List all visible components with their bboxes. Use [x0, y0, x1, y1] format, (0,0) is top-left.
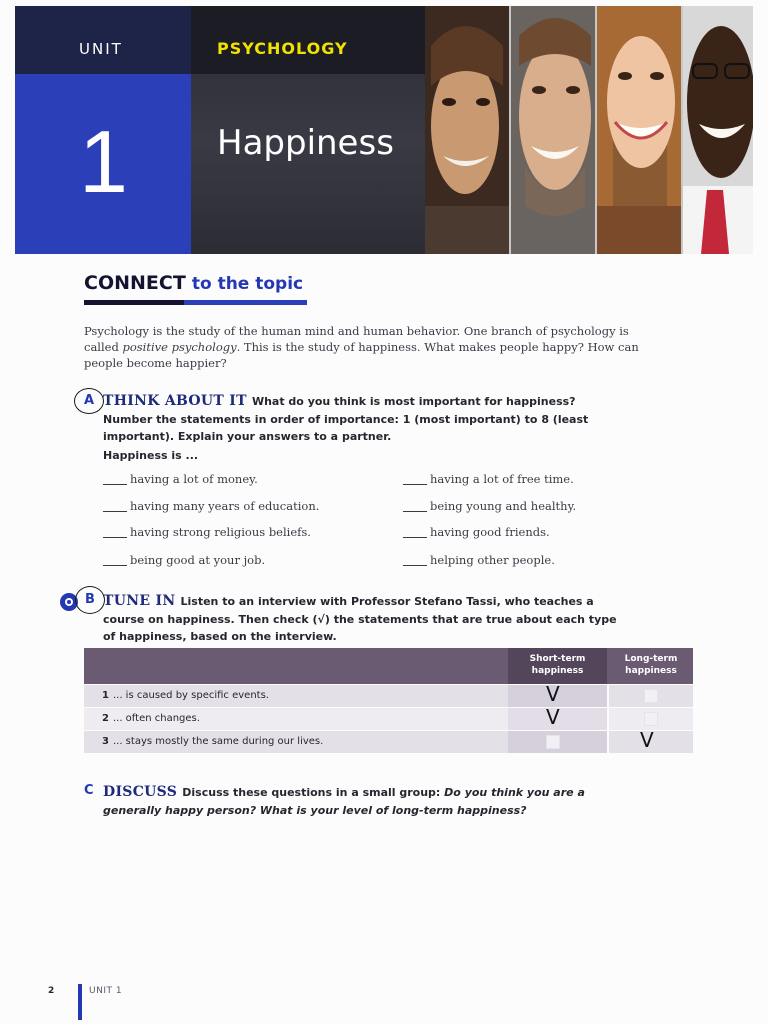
exercise-a-instructions — [103, 392, 623, 445]
answer-blank[interactable] — [403, 537, 427, 538]
section-heading-bold: CONNECT — [84, 272, 186, 294]
unit-number: 1 — [79, 112, 128, 211]
exercise-c-text: Discuss these questions in a small group: — [182, 786, 445, 799]
face-photo-1 — [425, 6, 509, 254]
statement-right-2: being young and healthy. — [403, 499, 576, 513]
exercise-a-title: THINK ABOUT IT — [103, 393, 247, 409]
long-term-checkbox[interactable] — [644, 689, 658, 703]
answer-blank[interactable] — [103, 484, 127, 485]
unit-title: Happiness — [217, 123, 394, 163]
subject-label: PSYCHOLOGY — [217, 39, 348, 58]
short-term-checkbox[interactable] — [546, 735, 560, 749]
table-row — [84, 705, 693, 730]
table-header — [84, 648, 693, 684]
answer-blank[interactable] — [103, 511, 127, 512]
face-photo-3 — [595, 6, 681, 254]
answer-blank[interactable] — [103, 537, 127, 538]
intro-text-2: . This is the study of happiness. What makes people happy? How can people become happier? — [84, 340, 639, 370]
exercise-a-letter: A — [84, 393, 95, 408]
statement-right-3: having good friends. — [403, 525, 550, 539]
section-heading — [84, 272, 303, 294]
table-row — [84, 682, 693, 707]
row-statement: 3 ... stays mostly the same during our lives. — [102, 736, 324, 747]
unit-banner — [15, 6, 753, 254]
column-header-short-term: Short-term happiness — [508, 648, 607, 684]
row-statement: 2 ... often changes. — [102, 713, 200, 724]
intro-italic-term: positive psychology — [122, 340, 237, 354]
intro-text-1: Psychology is the study of the human mind and human behavior. One branch of psychology is called — [84, 324, 629, 354]
heading-underline-accent — [84, 300, 184, 305]
intro-paragraph — [84, 323, 654, 371]
column-header-long-term: Long-term happiness — [624, 654, 678, 676]
statement-left-1: having a lot of money. — [103, 472, 258, 486]
row-statement: 1 ... is caused by specific events. — [102, 690, 269, 701]
unit-label: UNIT — [79, 40, 123, 58]
happiness-lead: Happiness is ... — [103, 449, 199, 462]
answer-blank[interactable] — [403, 565, 427, 566]
answer-blank[interactable] — [403, 511, 427, 512]
answer-blank[interactable] — [103, 565, 127, 566]
check-mark[interactable]: V — [546, 705, 560, 729]
page-number: 2 — [48, 986, 55, 996]
exercise-c-instructions — [103, 783, 623, 818]
table-row — [84, 728, 693, 753]
exercise-a-text: What do you think is most important for happiness? Number the statements in order of importance: 1 (most important) to 8 (least important). Explain your answers to a partner. — [103, 395, 589, 443]
long-term-checkbox[interactable] — [644, 712, 658, 726]
statement-left-4: being good at your job. — [103, 553, 265, 567]
face-photo-4 — [681, 6, 753, 254]
check-mark[interactable]: V — [640, 728, 654, 752]
statement-right-4: helping other people. — [403, 553, 555, 567]
exercise-c-letter: C — [84, 783, 94, 798]
section-heading-rest: to the topic — [191, 274, 304, 294]
check-mark[interactable]: V — [546, 682, 560, 706]
exercise-c-title: DISCUSS — [103, 784, 178, 800]
exercise-b-title: TUNE IN — [103, 593, 176, 609]
exercise-b-instructions — [103, 592, 623, 645]
answer-blank[interactable] — [403, 484, 427, 485]
face-photo-2 — [509, 6, 595, 254]
statement-left-3: having strong religious beliefs. — [103, 525, 311, 539]
exercise-b-letter: B — [85, 592, 95, 607]
happiness-table — [84, 648, 693, 754]
footer-bar — [78, 984, 82, 1020]
exercise-c-questions: Do you think you are a generally happy person? What is your level of long-term happiness? — [103, 786, 585, 817]
statement-right-1: having a lot of free time. — [403, 472, 574, 486]
statement-left-2: having many years of education. — [103, 499, 319, 513]
exercise-b-text: Listen to an interview with Professor Stefano Tassi, who teaches a course on happiness. Then check (√) the statements that are true about each type of happiness, based on the interview. — [103, 595, 617, 643]
smiling-faces-photo-strip — [425, 6, 753, 254]
footer-unit-label: UNIT 1 — [89, 986, 123, 996]
